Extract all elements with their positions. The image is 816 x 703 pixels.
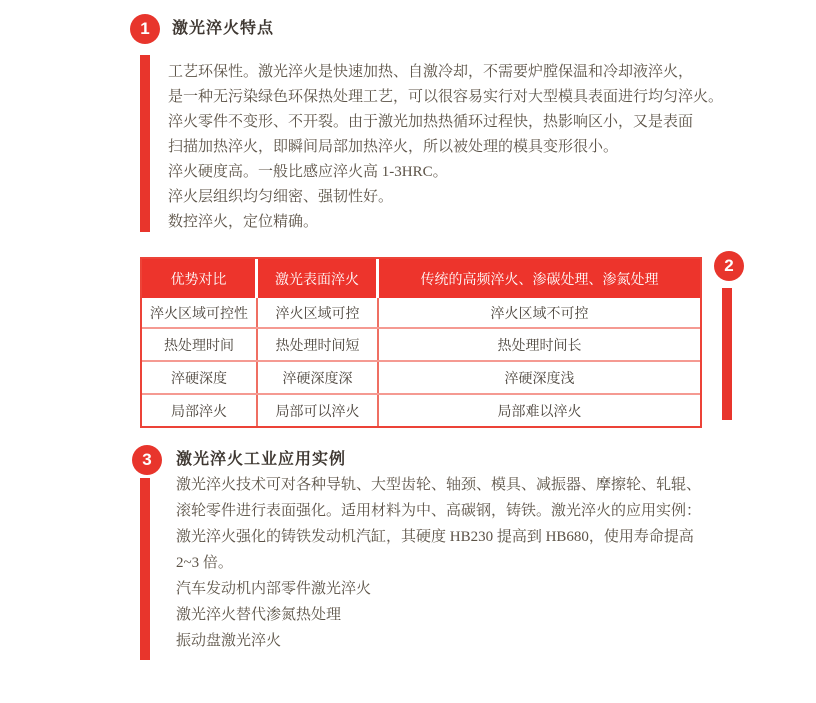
section2-number-badge: 2 (714, 251, 744, 281)
table-cell: 淬火区域可控性 (142, 298, 258, 327)
table-cell: 热处理时间长 (497, 336, 582, 353)
table-header-row (142, 259, 700, 298)
section1-paragraph (168, 60, 723, 235)
section3-paragraph (176, 472, 701, 654)
paragraph-line: 激光淬火技术可对各种导轨、大型齿轮、轴颈、模具、减振器、摩擦轮、轧辊、 (176, 477, 702, 493)
paragraph-line: 工艺环保性。激光淬火是快速加热、自激冷却，不需要炉膛保温和冷却液淬火， (168, 64, 694, 80)
table-cell: 淬硬深度深 (258, 362, 379, 393)
section3-accent-bar (140, 478, 150, 660)
section3-title: 激光淬火工业应用实例 (176, 451, 347, 468)
table-cell: 热处理时间 (142, 329, 258, 360)
table-header-cell: 优势对比 (142, 259, 258, 298)
table-cell: 淬硬深度浅 (504, 369, 575, 386)
paragraph-line: 激光淬火强化的铸铁发动机汽缸，其硬度 HB230 提高到 HB680，使用寿命提高 (176, 529, 694, 545)
paragraph-line: 数控淬火，定位精确。 (168, 214, 319, 230)
paragraph-line: 2~3 倍。 (176, 555, 233, 571)
table-cell: 淬火区域不可控 (490, 304, 589, 321)
section1-number-badge: 1 (130, 14, 160, 44)
paragraph-line: 汽车发动机内部零件激光淬火 (176, 581, 372, 597)
table-cell: 局部淬火 (142, 395, 258, 426)
table-cell: 淬火区域可控 (258, 298, 379, 327)
section3-number-badge: 3 (132, 445, 162, 475)
paragraph-line: 是一种无污染绿色环保热处理工艺，可以很容易实行对大型模具表面进行均匀淬火。 (168, 89, 724, 105)
paragraph-line: 激光淬火替代渗氮热处理 (176, 607, 342, 623)
table-row (142, 360, 700, 393)
table-cell: 局部难以淬火 (497, 402, 582, 419)
section1-title: 激光淬火特点 (172, 20, 275, 37)
comparison-table (140, 257, 702, 428)
table-cell: 淬硬深度 (142, 362, 258, 393)
table-header-cell: 激光表面淬火 (258, 259, 379, 298)
paragraph-line: 滚轮零件进行表面强化。适用材料为中、高碳钢，铸铁。激光淬火的应用实例： (176, 503, 702, 519)
table-cell: 热处理时间短 (258, 329, 379, 360)
table-header-cell: 传统的高频淬火、渗碳处理、渗氮处理 (420, 270, 659, 287)
paragraph-line: 淬火硬度高。一般比感应淬火高 1-3HRC。 (168, 164, 448, 180)
paragraph-line: 扫描加热淬火，即瞬间局部加热淬火，所以被处理的模具变形很小。 (168, 139, 619, 155)
table-row (142, 298, 700, 327)
section1-accent-bar (140, 55, 150, 232)
paragraph-line: 淬火零件不变形、不开裂。由于激光加热热循环过程快，热影响区小，又是表面 (168, 114, 694, 130)
table-row (142, 393, 700, 426)
table-row (142, 327, 700, 360)
table-cell: 局部可以淬火 (258, 395, 379, 426)
paragraph-line: 淬火层组织均匀细密、强韧性好。 (168, 189, 394, 205)
paragraph-line: 振动盘激光淬火 (176, 633, 282, 649)
section2-accent-bar (722, 288, 732, 420)
